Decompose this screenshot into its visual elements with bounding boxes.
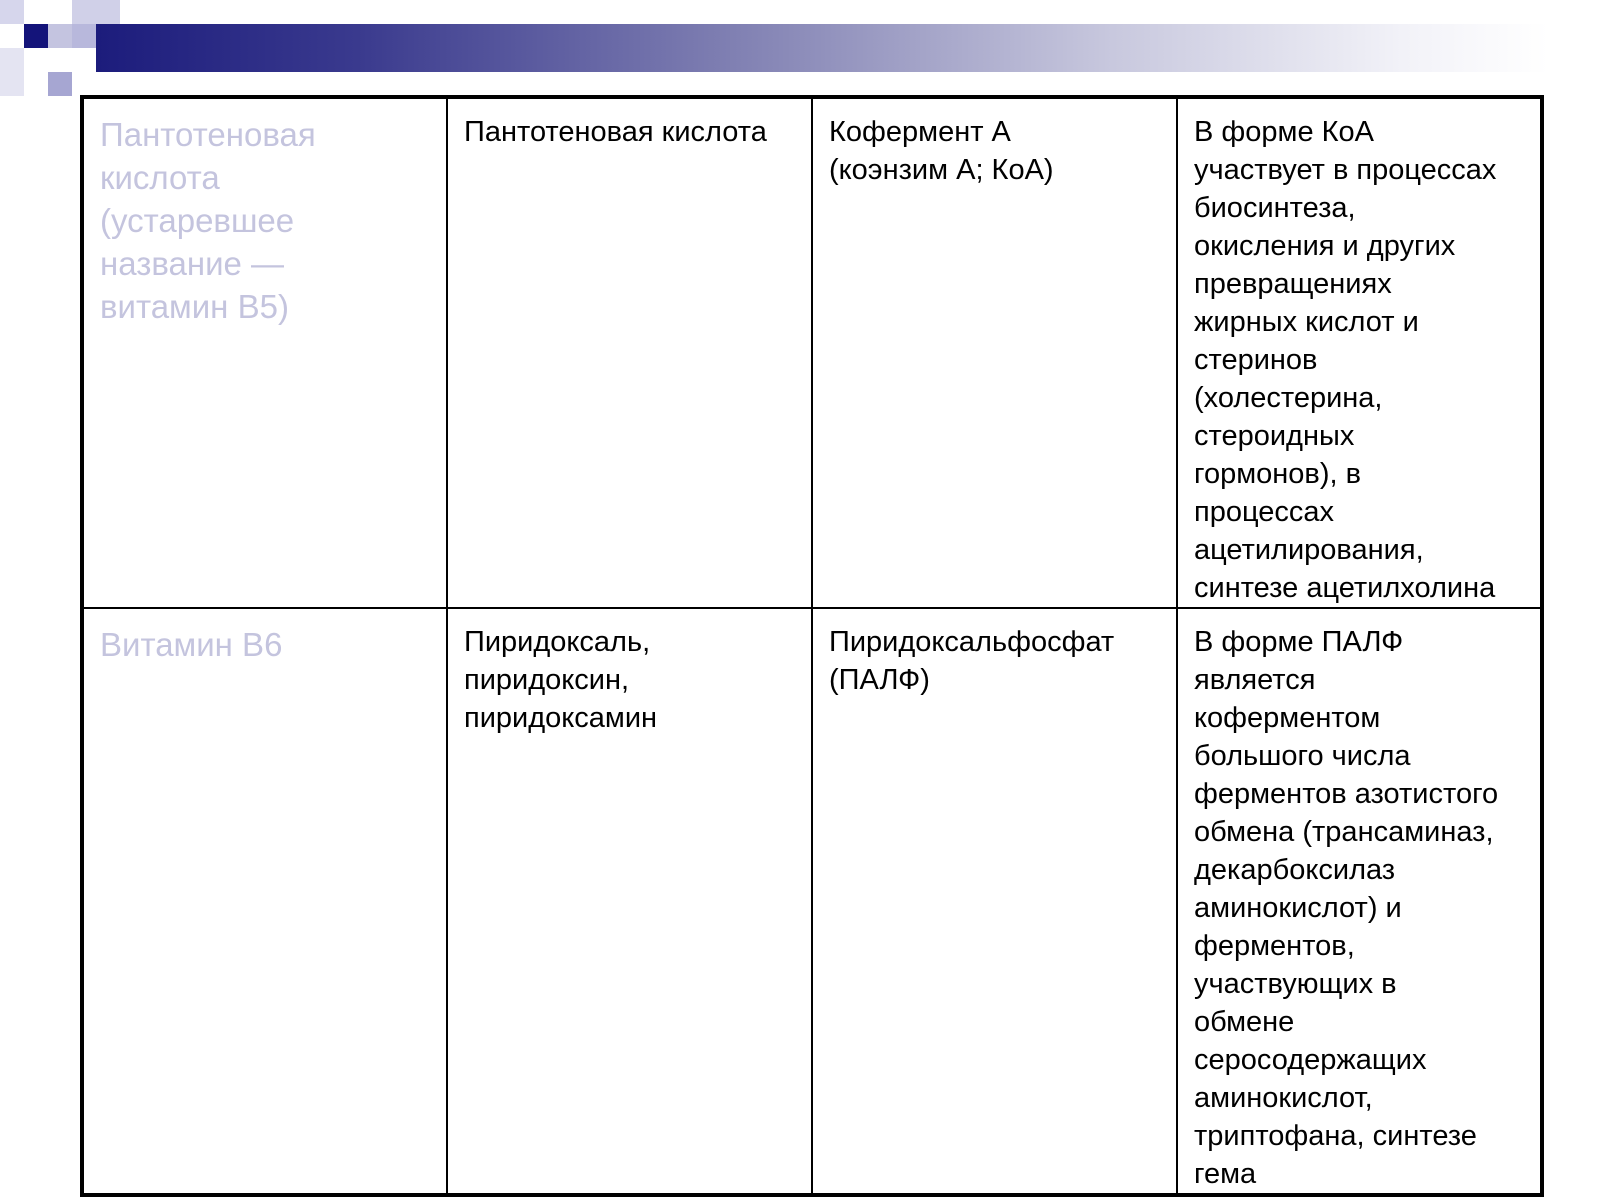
- cell-line: (коэнзим А; КоА): [829, 154, 1054, 186]
- decor-square: [48, 24, 72, 48]
- cell-line: серосодержащих: [1194, 1044, 1427, 1076]
- decor-square: [72, 24, 96, 48]
- cell-line: (холестерина,: [1194, 382, 1383, 414]
- decor-square: [48, 72, 72, 96]
- cell-line: большого числа: [1194, 740, 1411, 772]
- cell-line: Пиридоксаль,: [464, 626, 651, 658]
- cell-line: гема: [1194, 1158, 1257, 1190]
- cell-line: участвующих в: [1194, 968, 1397, 1000]
- vitamin-forms-cell: [447, 608, 812, 1195]
- decor-square: [24, 24, 48, 48]
- cell-line: гормонов), в: [1194, 458, 1361, 490]
- cell-line: Пантотеновая кислота: [464, 116, 767, 148]
- cell-line: обмене: [1194, 1006, 1295, 1038]
- cell-line: Кофермент А: [829, 116, 1011, 148]
- table-row: [82, 608, 1542, 1195]
- coenzyme-cell: [812, 97, 1177, 608]
- cell-line: окисления и других: [1194, 230, 1456, 262]
- cell-line: триптофана, синтезе: [1194, 1120, 1477, 1152]
- decor-square: [0, 0, 24, 24]
- cell-line: биосинтеза,: [1194, 192, 1356, 224]
- cell-line: обмена (трансаминаз,: [1194, 816, 1494, 848]
- cell-line: витамин B5): [100, 288, 289, 325]
- cell-line: В форме ПАЛФ: [1194, 626, 1404, 658]
- vitamin-name-cell: [82, 608, 447, 1195]
- cell-line: процессах: [1194, 496, 1335, 528]
- cell-line: превращениях: [1194, 268, 1392, 300]
- vitamin-name-cell: [82, 97, 447, 608]
- header-gradient-bar: [96, 24, 1548, 72]
- cell-line: пиридоксин,: [464, 664, 630, 696]
- cell-line: (устаревшее: [100, 202, 295, 239]
- cell-line: ферментов,: [1194, 930, 1355, 962]
- cell-line: кислота: [100, 159, 220, 196]
- cell-line: Витамин B6: [100, 626, 283, 663]
- vitamin-forms-cell: [447, 97, 812, 608]
- cell-line: синтезе ацетилхолина: [1194, 572, 1496, 604]
- cell-line: (ПАЛФ): [829, 664, 930, 696]
- cell-line: коферментом: [1194, 702, 1381, 734]
- function-cell: [1177, 97, 1542, 608]
- cell-line: название —: [100, 245, 285, 282]
- coenzyme-cell: [812, 608, 1177, 1195]
- decor-square: [72, 0, 120, 24]
- cell-line: участвует в процессах: [1194, 154, 1497, 186]
- cell-line: ацетилирования,: [1194, 534, 1424, 566]
- cell-line: ферментов азотистого: [1194, 778, 1499, 810]
- cell-line: аминокислот,: [1194, 1082, 1373, 1114]
- cell-line: стероидных: [1194, 420, 1355, 452]
- function-cell: [1177, 608, 1542, 1195]
- vitamin-table-container: [80, 95, 1544, 1190]
- cell-line: стеринов: [1194, 344, 1318, 376]
- cell-line: В форме КоА: [1194, 116, 1375, 148]
- cell-line: является: [1194, 664, 1316, 696]
- cell-line: аминокислот) и: [1194, 892, 1402, 924]
- cell-line: декарбоксилаз: [1194, 854, 1396, 886]
- cell-line: пиридоксамин: [464, 702, 658, 734]
- vitamin-table: [80, 95, 1544, 1197]
- cell-line: Пантотеновая: [100, 116, 316, 153]
- table-row: [82, 97, 1542, 608]
- decor-square: [0, 48, 24, 96]
- cell-line: жирных кислот и: [1194, 306, 1419, 338]
- cell-line: Пиридоксальфосфат: [829, 626, 1115, 658]
